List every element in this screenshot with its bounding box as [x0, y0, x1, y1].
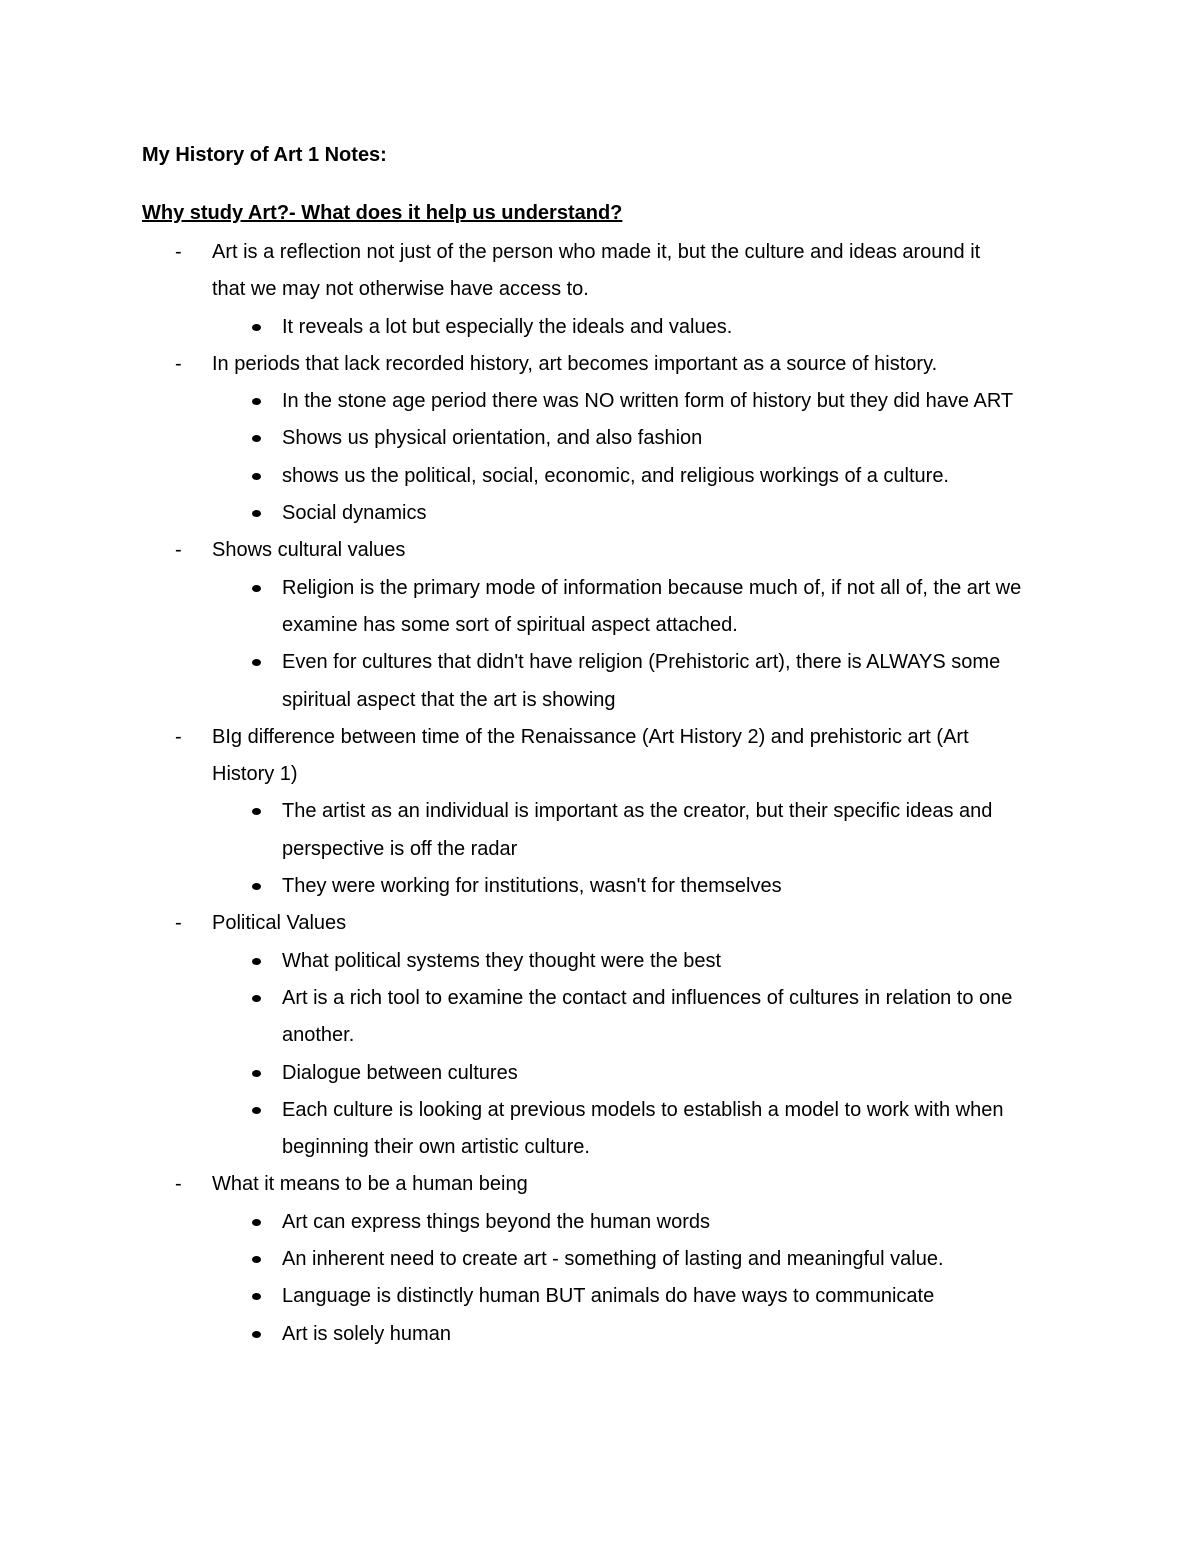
list-item [142, 234, 1100, 346]
list-item-text: In periods that lack recorded history, art becomes important as a source of history. [212, 352, 938, 375]
bullet-icon [252, 1256, 261, 1263]
sub-list-item-text: They were working for institutions, wasn't for themselves [282, 875, 782, 898]
bullet-icon [252, 1293, 261, 1300]
sub-list-item-text: shows us the political, social, economic, and religious workings of a culture. [282, 464, 949, 487]
sub-list-item [212, 458, 1100, 495]
bullet-icon [252, 1331, 261, 1338]
sub-list-item [212, 570, 1100, 645]
bullet-icon [252, 398, 261, 405]
sub-list-item-text: What political systems they thought were the best [282, 949, 722, 972]
sub-list-item-text: An inherent need to create art - something of lasting and meaningful value. [282, 1248, 944, 1271]
sub-list [212, 943, 1100, 1167]
sub-list-item-text: Each culture is looking at previous models to establish a model to work with when beginning their own artistic culture. [282, 1098, 1004, 1159]
sub-list-item-text: In the stone age period there was NO written form of history but they did have ART [282, 390, 1014, 413]
sub-list-item-text: Even for cultures that didn't have religion (Prehistoric art), there is ALWAYS some spiritual aspect that the art is showing [282, 651, 1001, 711]
list-item-text: Political Values [212, 912, 347, 935]
list-item [142, 532, 1100, 718]
dash-marker: - [175, 241, 182, 263]
sub-list [212, 570, 1100, 719]
sub-list-item-text: Art is a rich tool to examine the contact and influences of cultures in relation to one another. [282, 986, 1013, 1047]
sub-list-item-text: It reveals a lot but especially the ideals and values. [282, 315, 733, 338]
bullet-icon [252, 473, 261, 480]
bullet-icon [252, 1219, 261, 1226]
bullet-icon [252, 1107, 261, 1114]
sub-list-item [212, 1278, 1100, 1315]
sub-list [212, 1204, 1100, 1353]
sub-list-item [212, 1241, 1100, 1278]
list-item-text: BIg difference between time of the Renaissance (Art History 2) and prehistoric art (Art History 1) [212, 725, 969, 786]
sub-list-item-text: Dialogue between cultures [282, 1061, 518, 1084]
dash-marker: - [175, 352, 182, 375]
dash-marker: - [175, 1173, 182, 1196]
bullet-icon [252, 958, 261, 965]
sub-list-item [212, 1204, 1100, 1241]
sub-list-item [212, 495, 1100, 532]
sub-list-item [212, 309, 1100, 346]
section-heading: Why study Art?- What does it help us understand? [142, 202, 623, 224]
sub-list-item-text: Language is distinctly human BUT animals do have ways to communicate [282, 1285, 935, 1308]
sub-list-item-text: Religion is the primary mode of information because much of, if not all of, the art we examine has some sort of spiritual aspect attached. [282, 576, 1022, 636]
bullet-icon [252, 995, 261, 1002]
sub-list-item [212, 1055, 1100, 1092]
bullet-icon [252, 510, 261, 517]
sub-list-item-text: Social dynamics [282, 502, 427, 525]
sub-list-item [212, 644, 1100, 719]
sub-list [212, 383, 1100, 532]
list-item-text: Art is a reflection not just of the person who made it, but the culture and ideas around it that we may not otherwise have access to. [212, 241, 981, 301]
sub-list-item [212, 980, 1100, 1055]
bullet-icon [252, 324, 261, 331]
sub-list-item [212, 868, 1100, 905]
list-item-text: Shows cultural values [212, 539, 406, 562]
list-item [142, 719, 1100, 905]
sub-list-item-text: Art can express things beyond the human words [282, 1210, 711, 1233]
sub-list-item [212, 420, 1100, 457]
bullet-icon [252, 435, 261, 442]
bullet-icon [252, 808, 261, 815]
sub-list-item [212, 943, 1100, 980]
dash-marker: - [175, 912, 182, 935]
sub-list [212, 793, 1100, 905]
sub-list-item-text: Shows us physical orientation, and also fashion [282, 427, 703, 450]
dash-marker: - [175, 539, 182, 562]
sub-list [212, 309, 1100, 346]
list-item-text: What it means to be a human being [212, 1173, 528, 1196]
bullet-icon [252, 585, 261, 592]
sub-list-item [212, 1316, 1100, 1353]
bullet-icon [252, 883, 261, 890]
sub-list-item [212, 793, 1100, 868]
sub-list-item-text: Art is solely human [282, 1322, 451, 1345]
sub-list-item-text: The artist as an individual is important as the creator, but their specific ideas and perspective is off the radar [282, 800, 993, 860]
bullet-icon [252, 1070, 261, 1077]
list-item [142, 905, 1100, 1166]
list-item [142, 346, 1100, 532]
sub-list-item [212, 383, 1100, 420]
sub-list-item [212, 1092, 1100, 1167]
notes-list [142, 234, 1100, 1353]
document-title: My History of Art 1 Notes: [142, 144, 387, 166]
bullet-icon [252, 659, 261, 666]
list-item [142, 1166, 1100, 1352]
dash-marker: - [175, 725, 182, 748]
